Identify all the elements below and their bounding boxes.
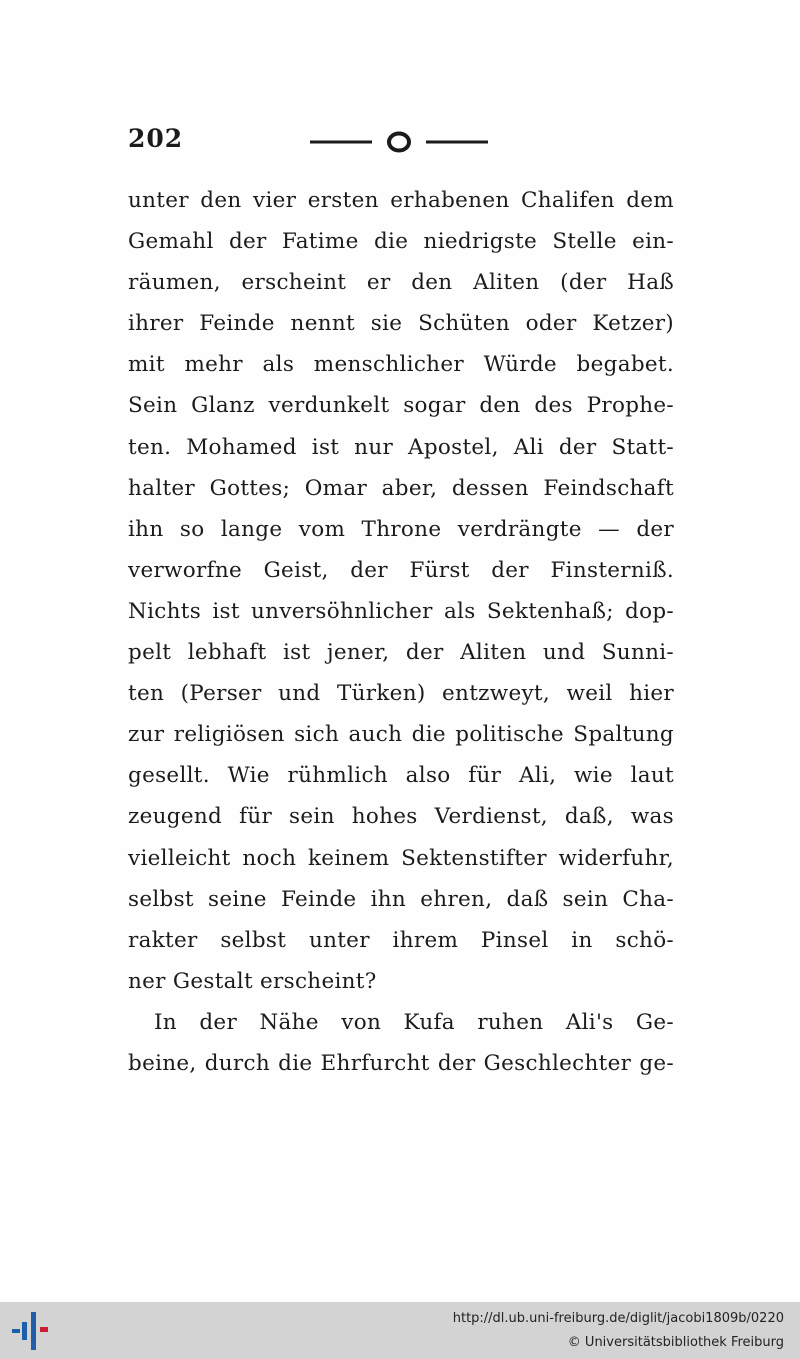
text-line: unter den vier ersten erhabenen Chalifen dem (128, 188, 674, 213)
text-line: vielleicht noch keinem Sektenstifter widerfuhr, (128, 845, 674, 871)
text-line-paragraph-start: In der Nähe von Kufa ruhen Ali's Ge- (154, 1009, 674, 1035)
text-line: räumen, erscheint er den Aliten (der Haß (128, 270, 674, 296)
text-line: ten (Perser und Türken) entzweyt, weil hier (128, 681, 674, 707)
body-text (128, 180, 674, 1084)
ornament-rule-icon (310, 130, 488, 154)
page-header (128, 118, 670, 162)
text-line: Sein Glanz verdunkelt sogar den des Prophe- (128, 393, 674, 419)
text-line: ten. Mohamed ist nur Apostel, Ali der Statt- (128, 434, 674, 460)
text-line: Nichts ist unversöhnlicher als Sektenhaß; dop- (128, 598, 674, 624)
library-logo-icon (8, 1310, 54, 1352)
permalink-url-link[interactable]: http://dl.ub.uni-freiburg.de/diglit/jacobi1809b/0220 (452, 1311, 784, 1326)
text-line: pelt lebhaft ist jener, der Aliten und Sunni- (128, 640, 674, 666)
text-line: beine, durch die Ehrfurcht der Geschlechter ge- (128, 1050, 674, 1076)
copyright-text: © Universitätsbibliothek Freiburg (567, 1335, 784, 1350)
text-line: verworfne Geist, der Fürst der Finsterniß. (128, 557, 674, 583)
text-line: zeugend für sein hohes Verdienst, daß, was (128, 804, 674, 830)
text-line: selbst seine Feinde ihn ehren, daß sein Cha- (128, 886, 674, 912)
text-line-paragraph-end: ner Gestalt erscheint? (128, 968, 377, 994)
text-line: gesellt. Wie rühmlich also für Ali, wie laut (128, 763, 674, 789)
text-line: ihrer Feinde nennt sie Schüten oder Ketzer) (128, 311, 674, 337)
footer-bar (0, 1302, 800, 1359)
text-line: mit mehr als menschlicher Würde begabet. (128, 352, 674, 378)
page-number: 202 (128, 124, 184, 153)
text-line: ihn so lange vom Throne verdrängte — der (128, 516, 674, 542)
text-line: Gemahl der Fatime die niedrigste Stelle ein- (128, 229, 674, 255)
text-line: zur religiösen sich auch die politische Spaltung (128, 722, 674, 748)
text-line: rakter selbst unter ihrem Pinsel in schö- (128, 927, 674, 953)
text-line: halter Gottes; Omar aber, dessen Feindschaft (128, 475, 674, 501)
